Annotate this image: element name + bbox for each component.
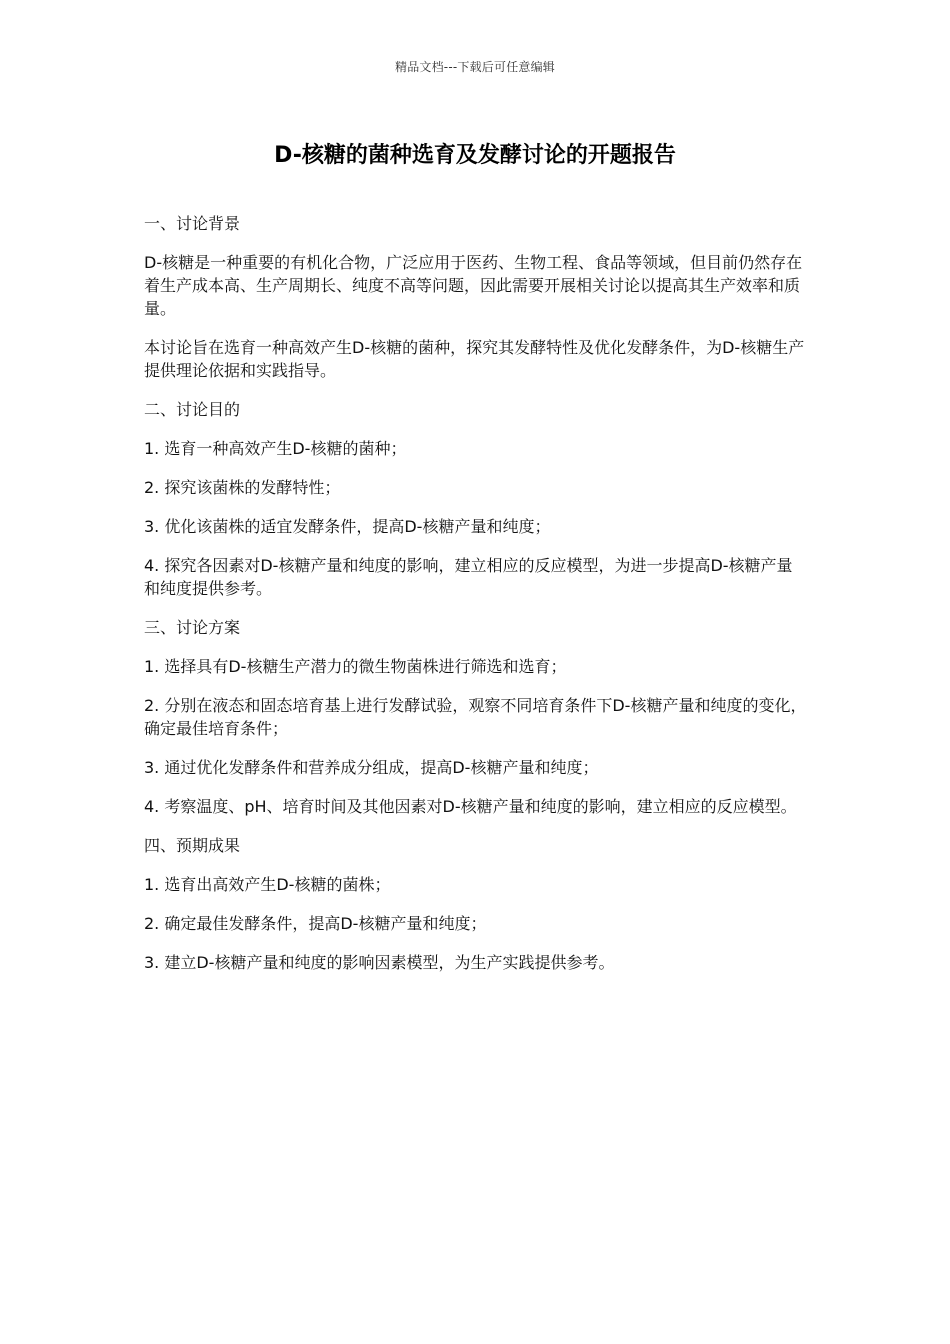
plan-item-1: 1. 选择具有D-核糖生产潜力的微生物菌株进行筛选和选育； (144, 657, 567, 676)
purpose-item-1: 1. 选育一种高效产生D-核糖的菌种； (144, 439, 407, 458)
background-paragraph-1: D-核糖是一种重要的有机化合物，广泛应用于医药、生物工程、食品等领域，但目前仍然存在着生产成本高、生产周期长、纯度不高等问题，因此需要开展相关讨论以提高其生产效率和质量。 (144, 253, 803, 318)
results-item-1: 1. 选育出高效产生D-核糖的菌株； (144, 875, 391, 894)
section-heading-background: 一、讨论背景 (144, 214, 241, 233)
section-heading-results: 四、预期成果 (144, 836, 241, 855)
results-item-2: 2. 确定最佳发酵条件，提高D-核糖产量和纯度； (144, 914, 487, 933)
header-note: 精品文档---下载后可任意编辑 (395, 60, 555, 74)
purpose-item-4: 4. 探究各因素对D-核糖产量和纯度的影响，建立相应的反应模型，为进一步提高D-核糖产量和纯度提供参考。 (144, 556, 793, 598)
section-heading-purpose: 二、讨论目的 (144, 400, 241, 419)
purpose-item-2: 2. 探究该菌株的发酵特性； (144, 478, 341, 497)
plan-item-2: 2. 分别在液态和固态培育基上进行发酵试验，观察不同培育条件下D-核糖产量和纯度的变化，确定最佳培育条件； (144, 696, 807, 738)
plan-item-3: 3. 通过优化发酵条件和营养成分组成，提高D-核糖产量和纯度； (144, 758, 599, 777)
purpose-item-3: 3. 优化该菌株的适宜发酵条件，提高D-核糖产量和纯度； (144, 517, 551, 536)
plan-item-4: 4. 考察温度、pH、培育时间及其他因素对D-核糖产量和纯度的影响，建立相应的反应模型。 (144, 797, 797, 816)
document-title: D-核糖的菌种选育及发酵讨论的开题报告 (274, 143, 676, 168)
background-paragraph-2: 本讨论旨在选育一种高效产生D-核糖的菌种，探究其发酵特性及优化发酵条件，为D-核糖生产提供理论依据和实践指导。 (144, 338, 805, 380)
document-body (144, 212, 808, 990)
section-heading-plan: 三、讨论方案 (144, 618, 241, 637)
results-item-3: 3. 建立D-核糖产量和纯度的影响因素模型，为生产实践提供参考。 (144, 953, 615, 972)
